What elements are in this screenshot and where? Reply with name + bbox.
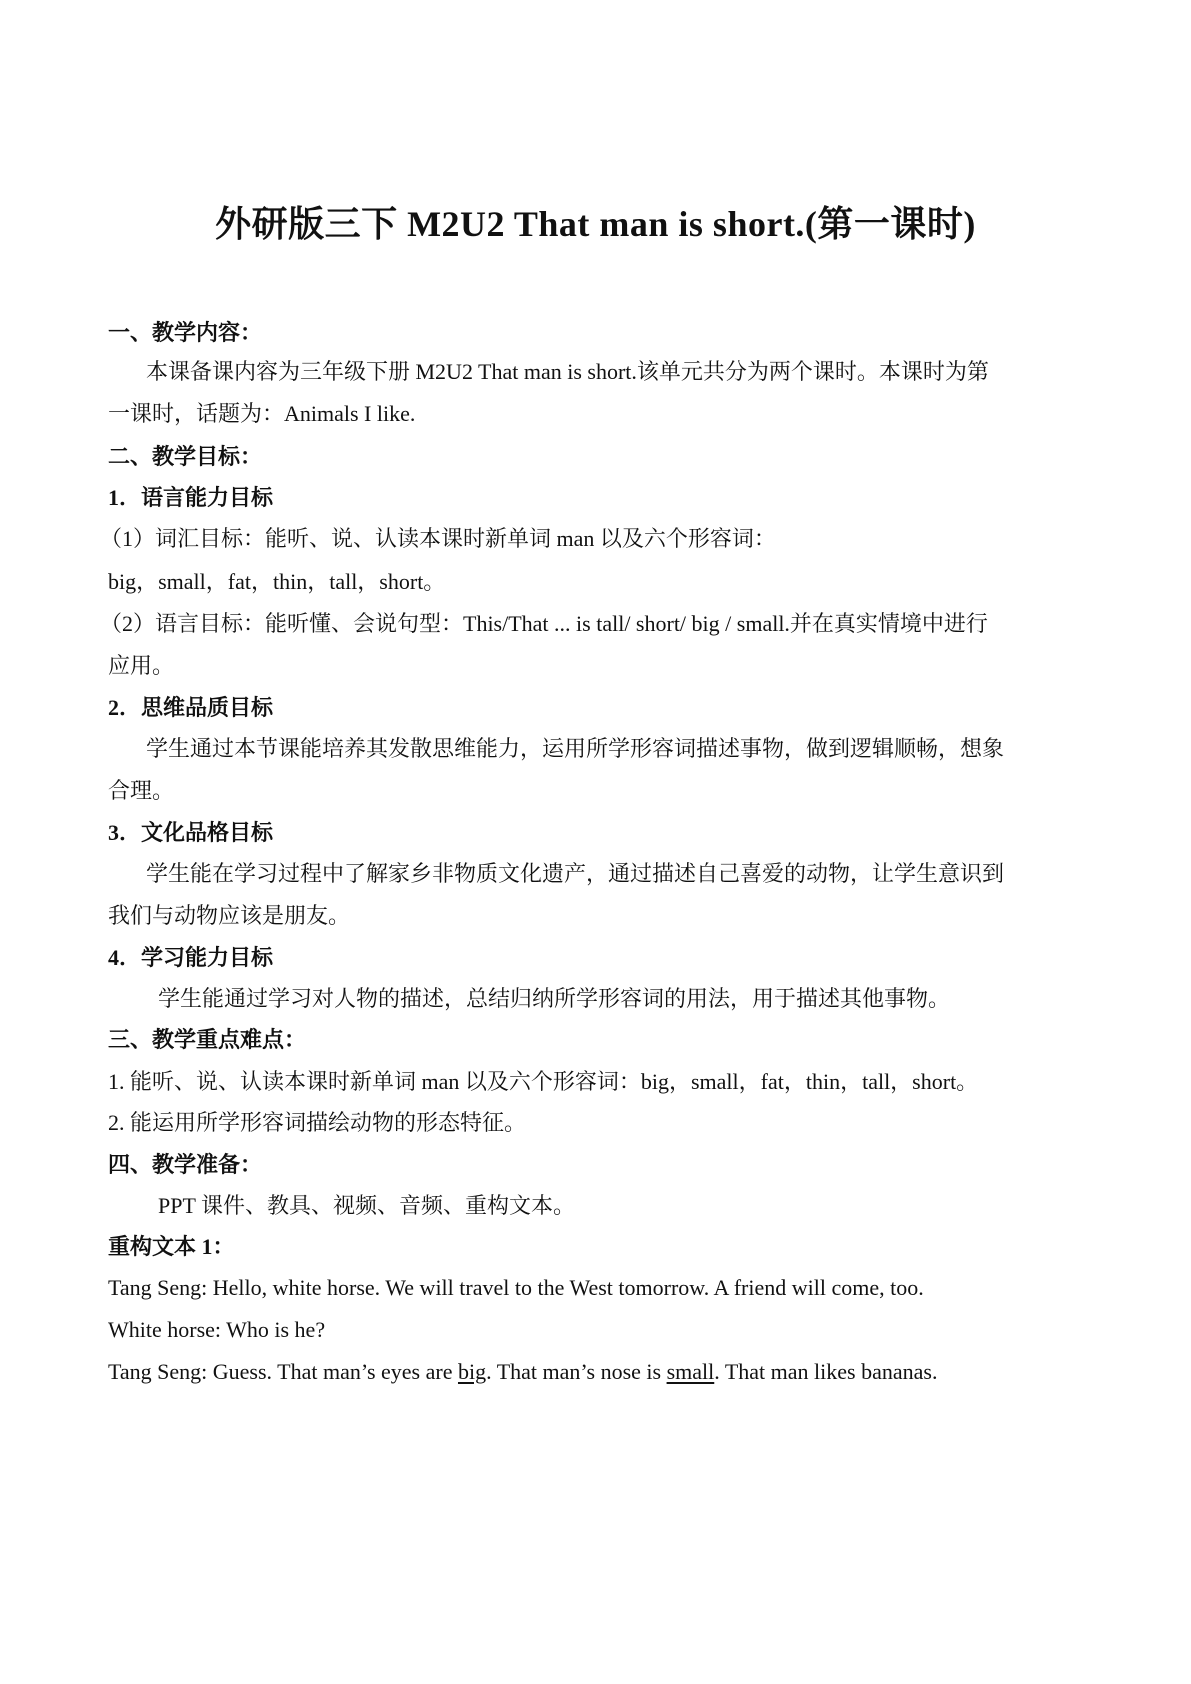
objective-line: 学生能通过学习对人物的描述，总结归纳所学形容词的用法，用于描述其他事物。	[158, 986, 951, 1011]
key-point-line: 2. 能运用所学形容词描绘动物的形态特征。	[108, 1110, 527, 1135]
dialogue-text: . That man’s nose is	[486, 1359, 667, 1384]
section-heading-objectives: 二、教学目标：	[108, 444, 263, 469]
key-point-line: 1. 能听、说、认读本课时新单词 man 以及六个形容词：big，small，fat，thin，tall，short。	[108, 1069, 979, 1094]
objective-line: （1）词汇目标：能听、说、认读本课时新单词 man 以及六个形容词：	[100, 526, 776, 551]
underlined-word: big	[457, 1359, 487, 1384]
objective-heading-language: 1．语言能力目标	[108, 485, 274, 510]
underlined-word: small	[666, 1359, 715, 1384]
reconstructed-text-heading: 重构文本 1：	[108, 1234, 235, 1259]
dialogue-line: White horse: Who is he?	[108, 1317, 326, 1342]
objective-line: 学生通过本节课能培养其发散思维能力，运用所学形容词描述事物，做到逻辑顺畅，想象	[146, 736, 1005, 761]
dialogue-text: . That man likes bananas.	[714, 1359, 938, 1384]
content-paragraph-line: 本课备课内容为三年级下册 M2U2 That man is short.该单元共分为两个课时。本课时为第	[146, 359, 989, 384]
dialogue-text: Tang Seng: Guess. That man’s eyes are	[108, 1359, 458, 1384]
objective-line: 应用。	[108, 653, 175, 678]
dialogue-line	[108, 1357, 1108, 1387]
content-paragraph-line: 一课时，话题为：Animals I like.	[108, 401, 416, 426]
section-heading-key-points: 三、教学重点难点：	[108, 1027, 307, 1052]
objective-heading-thinking: 2．思维品质目标	[108, 695, 274, 720]
objective-heading-culture: 3．文化品格目标	[108, 820, 274, 845]
preparation-line: PPT 课件、教具、视频、音频、重构文本。	[158, 1193, 576, 1218]
objective-line: big，small，fat，thin，tall，short。	[108, 569, 446, 594]
objective-line: （2）语言目标：能听懂、会说句型：This/That ... is tall/ short/ big / small.并在真实情境中进行	[100, 611, 988, 636]
objective-line: 我们与动物应该是朋友。	[108, 903, 351, 928]
section-heading-content: 一、教学内容：	[108, 320, 263, 345]
objective-heading-learning: 4．学习能力目标	[108, 945, 274, 970]
section-heading-preparation: 四、教学准备：	[108, 1152, 263, 1177]
objective-line: 学生能在学习过程中了解家乡非物质文化遗产，通过描述自己喜爱的动物，让学生意识到	[146, 861, 1005, 886]
document-title: 外研版三下 M2U2 That man is short.(第一课时)	[215, 204, 976, 244]
dialogue-line: Tang Seng: Hello, white horse. We will travel to the West tomorrow. A friend will come, too.	[108, 1275, 924, 1300]
objective-line: 合理。	[108, 778, 175, 803]
